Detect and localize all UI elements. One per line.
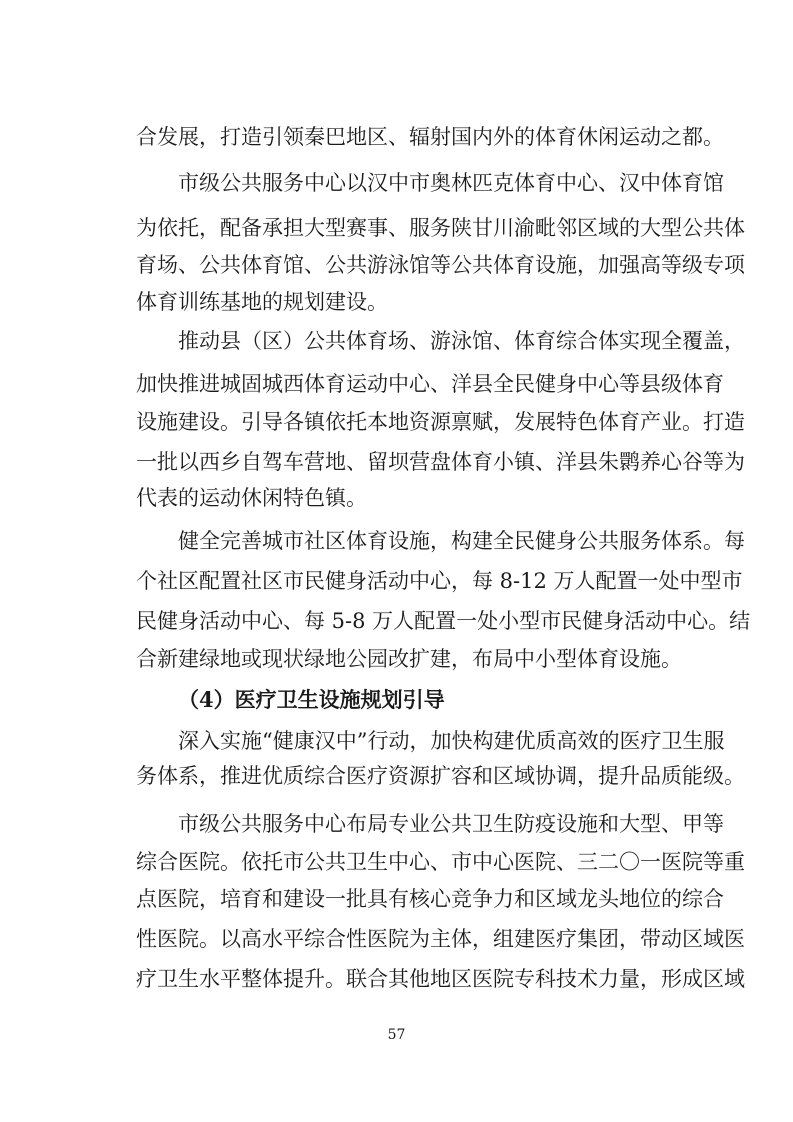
text-line: 为依托，配备承担大型赛事、服务陕甘川渝毗邻区域的大型公共体 — [136, 216, 745, 240]
text-line: 综合医院。依托市公共卫生中心、市中心医院、三二〇一医院等重 — [136, 850, 745, 874]
text-line: 一批以西乡自驾车营地、留坝营盘体育小镇、洋县朱鹮养心谷等为 — [136, 450, 745, 474]
section-heading: （4）医疗卫生设施规划引导 — [178, 687, 445, 712]
text-line: 合新建绿地或现状绿地公园改扩建，布局中小型体育设施。 — [136, 647, 682, 671]
text-line: 加快推进城固城西体育运动中心、洋县全民健身中心等县级体育 — [136, 372, 724, 396]
text-line: 健全完善城市社区体育设施，构建全民健身公共服务体系。每 — [178, 529, 745, 553]
text-line: 育场、公共体育馆、公共游泳馆等公共体育设施，加强高等级专项 — [136, 253, 745, 277]
text-line: 民健身活动中心、每 5-8 万人配置一处小型市民健身活动中心。结 — [136, 609, 751, 633]
text-line: 推动县（区）公共体育场、游泳馆、体育综合体实现全覆盖， — [178, 329, 745, 353]
page-number: 57 — [387, 1027, 406, 1043]
text-line: 市级公共服务中心布局专业公共卫生防疫设施和大型、甲等 — [178, 812, 724, 836]
text-line: 市级公共服务中心以汉中市奥林匹克体育中心、汉中体育馆 — [178, 171, 724, 195]
text-line: 疗卫生水平整体提升。联合其他地区医院专科技术力量，形成区域 — [136, 967, 745, 991]
text-line: 设施建设。引导各镇依托本地资源禀赋，发展特色体育产业。打造 — [136, 410, 745, 434]
text-line: 合发展，打造引领秦巴地区、辐射国内外的体育休闲运动之都。 — [136, 125, 724, 149]
text-line: 体育训练基地的规划建设。 — [136, 290, 388, 314]
text-line: 深入实施“健康汉中”行动，加快构建优质高效的医疗卫生服 — [178, 729, 725, 753]
text-line: 性医院。以高水平综合性医院为主体，组建医疗集团，带动区域医 — [136, 927, 745, 951]
text-line: 点医院，培育和建设一批具有核心竞争力和区域龙头地位的综合 — [136, 887, 724, 911]
text-line: 代表的运动休闲特色镇。 — [136, 486, 367, 510]
text-line: 务体系，推进优质综合医疗资源扩容和区域协调，提升品质能级。 — [136, 764, 745, 788]
text-line: 个社区配置社区市民健身活动中心，每 8-12 万人配置一处中型市 — [136, 569, 743, 593]
